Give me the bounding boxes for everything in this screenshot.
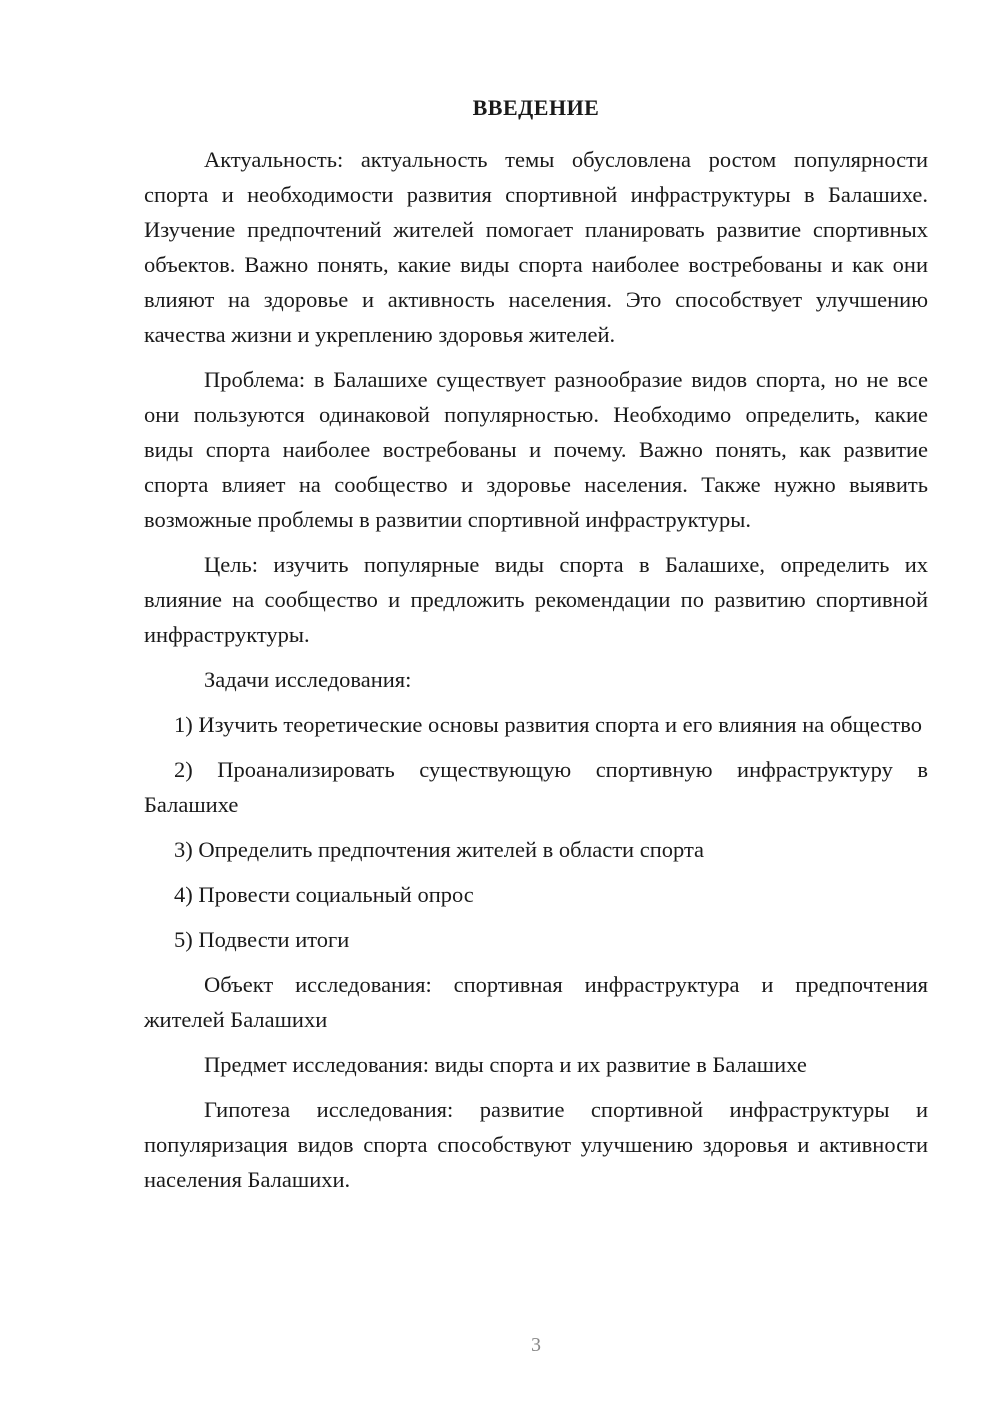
paragraph-hypothesis: Гипотеза исследования: развитие спортивной инфраструктуры и популяризация видов спорта способствуют улучшению здоровья и активности населения Балашихи.	[144, 1097, 928, 1192]
paragraph-relevance: Актуальность: актуальность темы обусловлена ростом популярности спорта и необходимости развития спортивной инфраструктуры в Балашихе. Изучение предпочтений жителей помогает планировать развитие спортивных объектов. Важно понять, какие виды спорта наиболее востребованы и как они влияют на здоровье и активность населения. Это способствует улучшению качества жизни и укреплению здоровья жителей.	[144, 147, 928, 347]
task-item: 5) Подвести итоги	[174, 927, 350, 952]
task-item: 1) Изучить теоретические основы развития спорта и его влияния на общество	[174, 712, 922, 737]
tasks-heading: Задачи исследования:	[204, 667, 412, 692]
page-title: ВВЕДЕНИЕ	[472, 95, 600, 120]
paragraph-goal: Цель: изучить популярные виды спорта в Балашихе, определить их влияние на сообщество и предложить рекомендации по развитию спортивной инфраструктуры.	[144, 552, 928, 647]
task-item: 2) Проанализировать существующую спортивную инфраструктуру в Балашихе	[144, 757, 928, 817]
document-body	[144, 142, 928, 1207]
page-number: 3	[531, 1334, 541, 1356]
task-item: 3) Определить предпочтения жителей в области спорта	[174, 837, 705, 862]
paragraph-problem: Проблема: в Балашихе существует разнообразие видов спорта, но не все они пользуются одинаковой популярностью. Необходимо определить, какие виды спорта наиболее востребованы и почему. Важно понять, как развитие спорта влияет на сообщество и здоровье населения. Также нужно выявить возможные проблемы в развитии спортивной инфраструктуры.	[144, 367, 928, 532]
task-item: 4) Провести социальный опрос	[174, 882, 474, 907]
paragraph-subject: Предмет исследования: виды спорта и их развитие в Балашихе	[204, 1052, 807, 1077]
paragraph-object: Объект исследования: спортивная инфраструктура и предпочтения жителей Балашихи	[144, 972, 928, 1032]
